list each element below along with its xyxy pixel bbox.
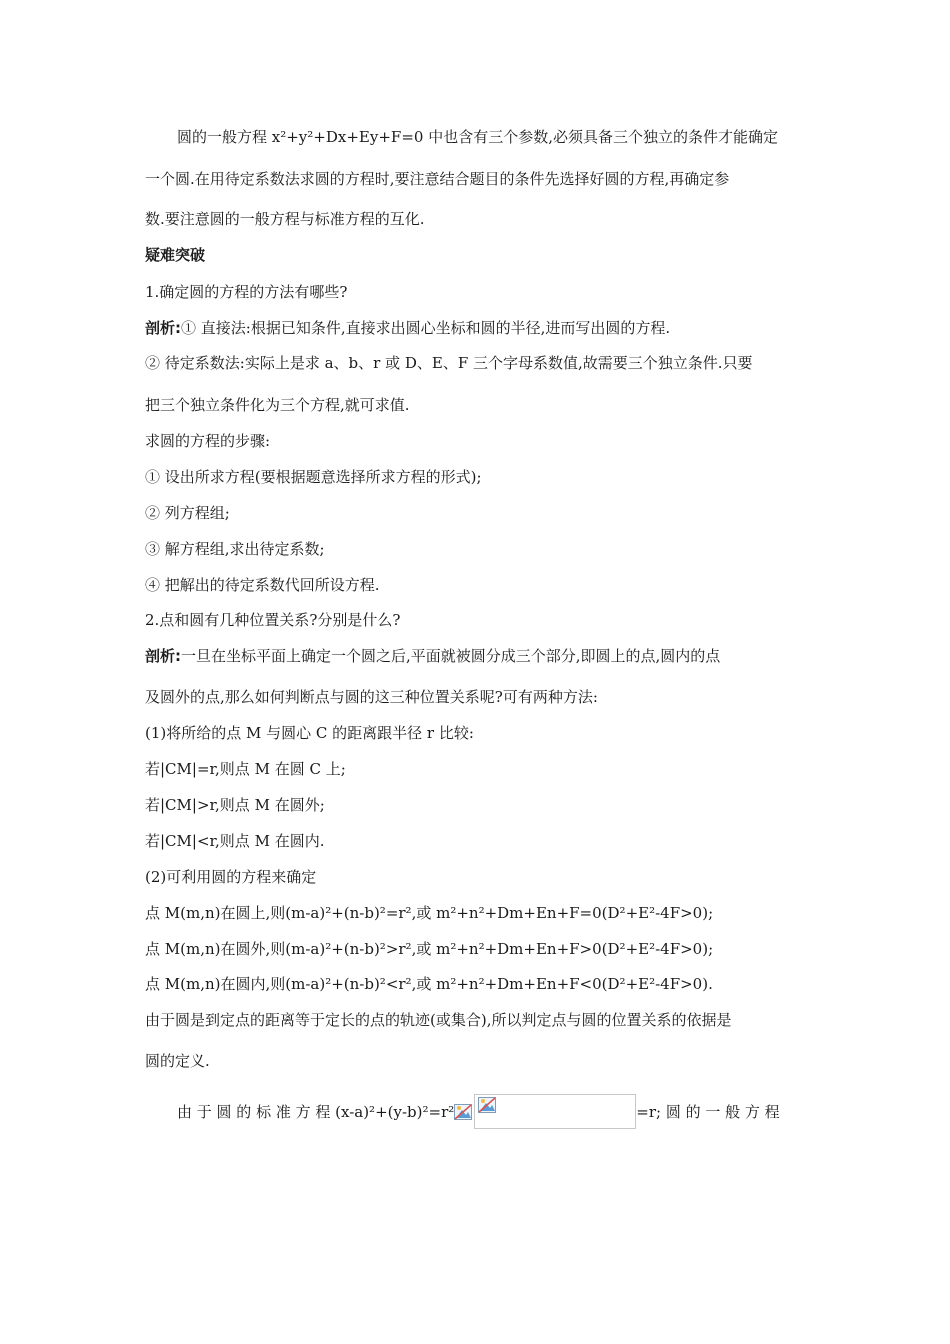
broken-image-icon [478,1097,496,1113]
analysis-1-line-2: ② 待定系数法:实际上是求 a、b、r 或 D、E、F 三个字母系数值,故需要三个独立条件.只要 [145,354,753,372]
analysis-1-line-3: 把三个独立条件化为三个方程,就可求值. [145,396,410,414]
method-2: (2)可利用圆的方程来确定 [145,868,317,886]
method-1-case-c: 若|CM|<r,则点 M 在圆内. [145,832,325,850]
last-line-right: =r; 圆 的 一 般 方 程 [636,1103,780,1121]
analysis-label: 剖析: [145,647,181,665]
analysis-2-line-1 [145,646,720,666]
question-1: 1.确定圆的方程的方法有哪些? [145,283,348,301]
analysis-label: 剖析: [145,319,181,337]
steps-title: 求圆的方程的步骤: [145,432,271,450]
method-1-case-a: 若|CM|=r,则点 M 在圆 C 上; [145,760,346,778]
conclusion-line-1: 由于圆是到定点的距离等于定长的点的轨迹(或集合),所以判定点与圆的位置关系的依据是 [145,1011,732,1029]
analysis-2-line-2: 及圆外的点,那么如何判断点与圆的这三种位置关系呢?可有两种方法: [145,688,598,706]
section-heading: 疑难突破 [145,246,206,264]
step-2: ② 列方程组; [145,504,230,522]
method-1: (1)将所给的点 M 与圆心 C 的距离跟半径 r 比较: [145,724,474,742]
analysis-text: 一旦在坐标平面上确定一个圆之后,平面就被圆分成三个部分,即圆上的点,圆内的点 [181,647,721,665]
method-2-case-a: 点 M(m,n)在圆上,则(m-a)²+(n-b)²=r²,或 m²+n²+Dm+En+F=0(D²+E²-4F>0); [145,904,714,922]
image-placeholder-frame [474,1094,636,1129]
method-2-case-b: 点 M(m,n)在圆外,则(m-a)²+(n-b)²>r²,或 m²+n²+Dm+En+F>0(D²+E²-4F>0); [145,940,714,958]
conclusion-line-2: 圆的定义. [145,1052,210,1070]
analysis-text: ① 直接法:根据已知条件,直接求出圆心坐标和圆的半径,进而写出圆的方程. [181,319,671,337]
last-line-left: 由 于 圆 的 标 准 方 程 (x-a)²+(y-b)²=r² [177,1103,455,1121]
method-2-case-c: 点 M(m,n)在圆内,则(m-a)²+(n-b)²<r²,或 m²+n²+Dm+En+F<0(D²+E²-4F>0). [145,975,713,993]
paragraph-intro-line-3: 数.要注意圆的一般方程与标准方程的互化. [145,210,425,228]
paragraph-intro-line-2: 一个圆.在用待定系数法求圆的方程时,要注意结合题目的条件先选择好圆的方程,再确定参 [145,170,730,188]
step-4: ④ 把解出的待定系数代回所设方程. [145,576,380,594]
step-3: ③ 解方程组,求出待定系数; [145,540,325,558]
question-2: 2.点和圆有几种位置关系?分别是什么? [145,611,401,629]
paragraph-intro-line-1: 圆的一般方程 x²+y²+Dx+Ey+F=0 中也含有三个参数,必须具备三个独立的条件才能确定 [177,128,778,146]
analysis-1-line-1 [145,318,670,338]
step-1: ① 设出所求方程(要根据题意选择所求方程的形式); [145,468,482,486]
last-line [177,1094,780,1129]
method-1-case-b: 若|CM|>r,则点 M 在圆外; [145,796,325,814]
broken-image-icon [454,1104,472,1120]
